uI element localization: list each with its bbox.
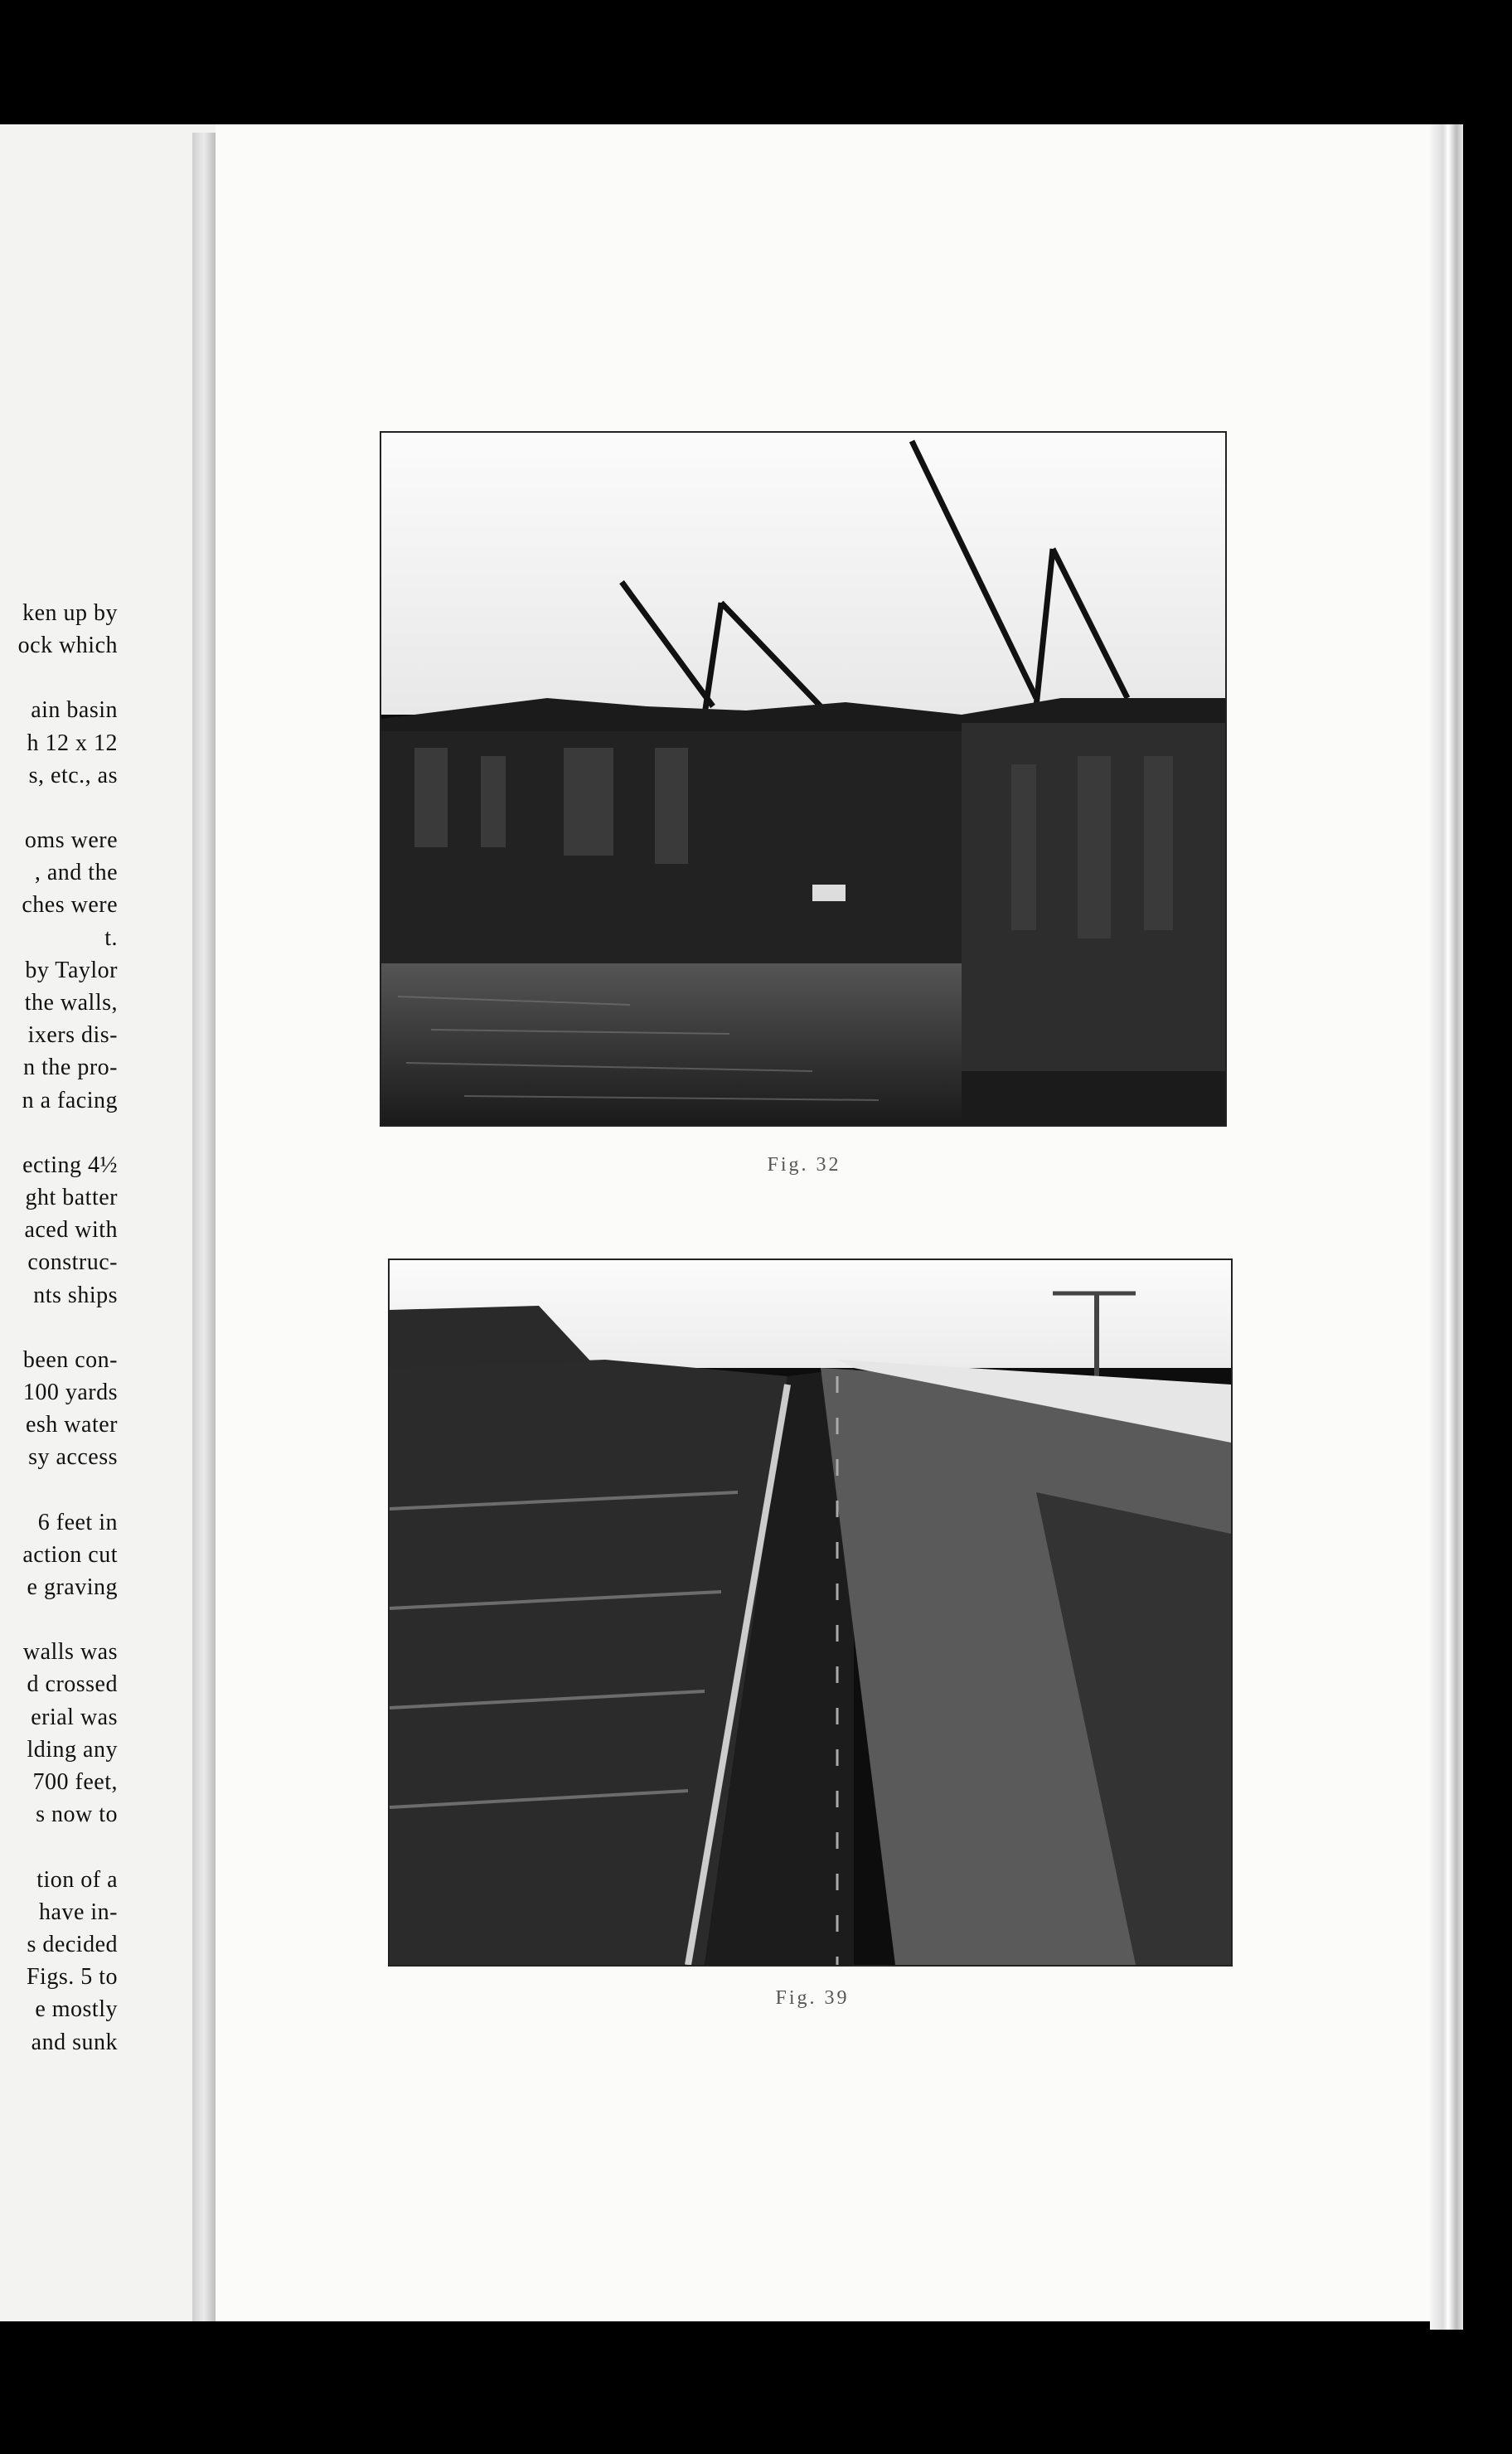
left-text-line: n a facing — [22, 1087, 118, 1113]
left-text-line: construc- — [27, 1249, 118, 1276]
left-text-line: ght batter — [25, 1185, 118, 1211]
left-text-line: s now to — [36, 1802, 118, 1828]
left-text-line: ock which — [17, 633, 118, 659]
page-edge — [1430, 124, 1463, 2330]
left-text-line: aced with — [24, 1217, 118, 1244]
left-text-line: oms were — [24, 827, 118, 854]
left-text-line: erial was — [31, 1704, 118, 1730]
left-text-line — [0, 1831, 118, 1864]
figure-32-caption: Fig. 32 — [767, 1154, 841, 1176]
left-text-line — [0, 1117, 118, 1149]
left-text-line: nts ships — [33, 1282, 118, 1308]
left-text-line: walls was — [22, 1639, 118, 1666]
left-text-line: 6 feet in — [37, 1509, 118, 1535]
left-text-line: , and the — [34, 860, 118, 886]
left-text-line: s decided — [27, 1931, 118, 1957]
left-text-line — [0, 1312, 118, 1344]
left-text-line: s, etc., as — [28, 762, 118, 788]
left-text-line: Figs. 5 to — [26, 1964, 118, 1991]
left-text-line: by Taylor — [25, 957, 118, 983]
left-text-line: esh water — [25, 1412, 118, 1438]
left-text-line: e graving — [27, 1574, 118, 1601]
left-text-line — [0, 792, 118, 824]
left-text-line: and sunk — [31, 2029, 118, 2055]
left-text-line: ches were — [22, 892, 118, 919]
left-text-line — [0, 1603, 118, 1636]
left-text-line — [0, 1474, 118, 1506]
left-text-line: the walls, — [24, 990, 118, 1016]
left-text-line: ixers dis- — [27, 1022, 118, 1049]
left-text-line: action cut — [22, 1541, 118, 1568]
left-text-line: lding any — [27, 1736, 118, 1763]
left-text-line — [0, 662, 118, 694]
left-text-line: h 12 x 12 — [27, 730, 118, 756]
left-text-line: 100 yards — [22, 1380, 118, 1406]
left-text-line: tion of a — [36, 1866, 118, 1893]
figure-32-photo — [380, 431, 1227, 1127]
left-text-line: e mostly — [35, 1996, 118, 2023]
figure-39-caption: Fig. 39 — [775, 1987, 850, 2009]
book-gutter — [192, 133, 216, 2321]
left-text-line: ken up by — [22, 600, 118, 626]
left-text-line: n the pro- — [23, 1055, 118, 1081]
left-text-line: d crossed — [27, 1671, 118, 1698]
left-text-line: have in- — [39, 1899, 118, 1925]
left-text-line: ain basin — [31, 697, 118, 724]
left-text-line: been con- — [22, 1346, 118, 1373]
left-page-text — [0, 597, 118, 2059]
left-text-line: sy access — [28, 1444, 118, 1471]
left-text-line: 700 feet, — [32, 1769, 118, 1796]
left-text-line: ecting 4½ — [22, 1152, 118, 1178]
figure-39-photo — [388, 1259, 1233, 1967]
left-page — [0, 124, 216, 2321]
left-text-line: t. — [104, 924, 118, 951]
